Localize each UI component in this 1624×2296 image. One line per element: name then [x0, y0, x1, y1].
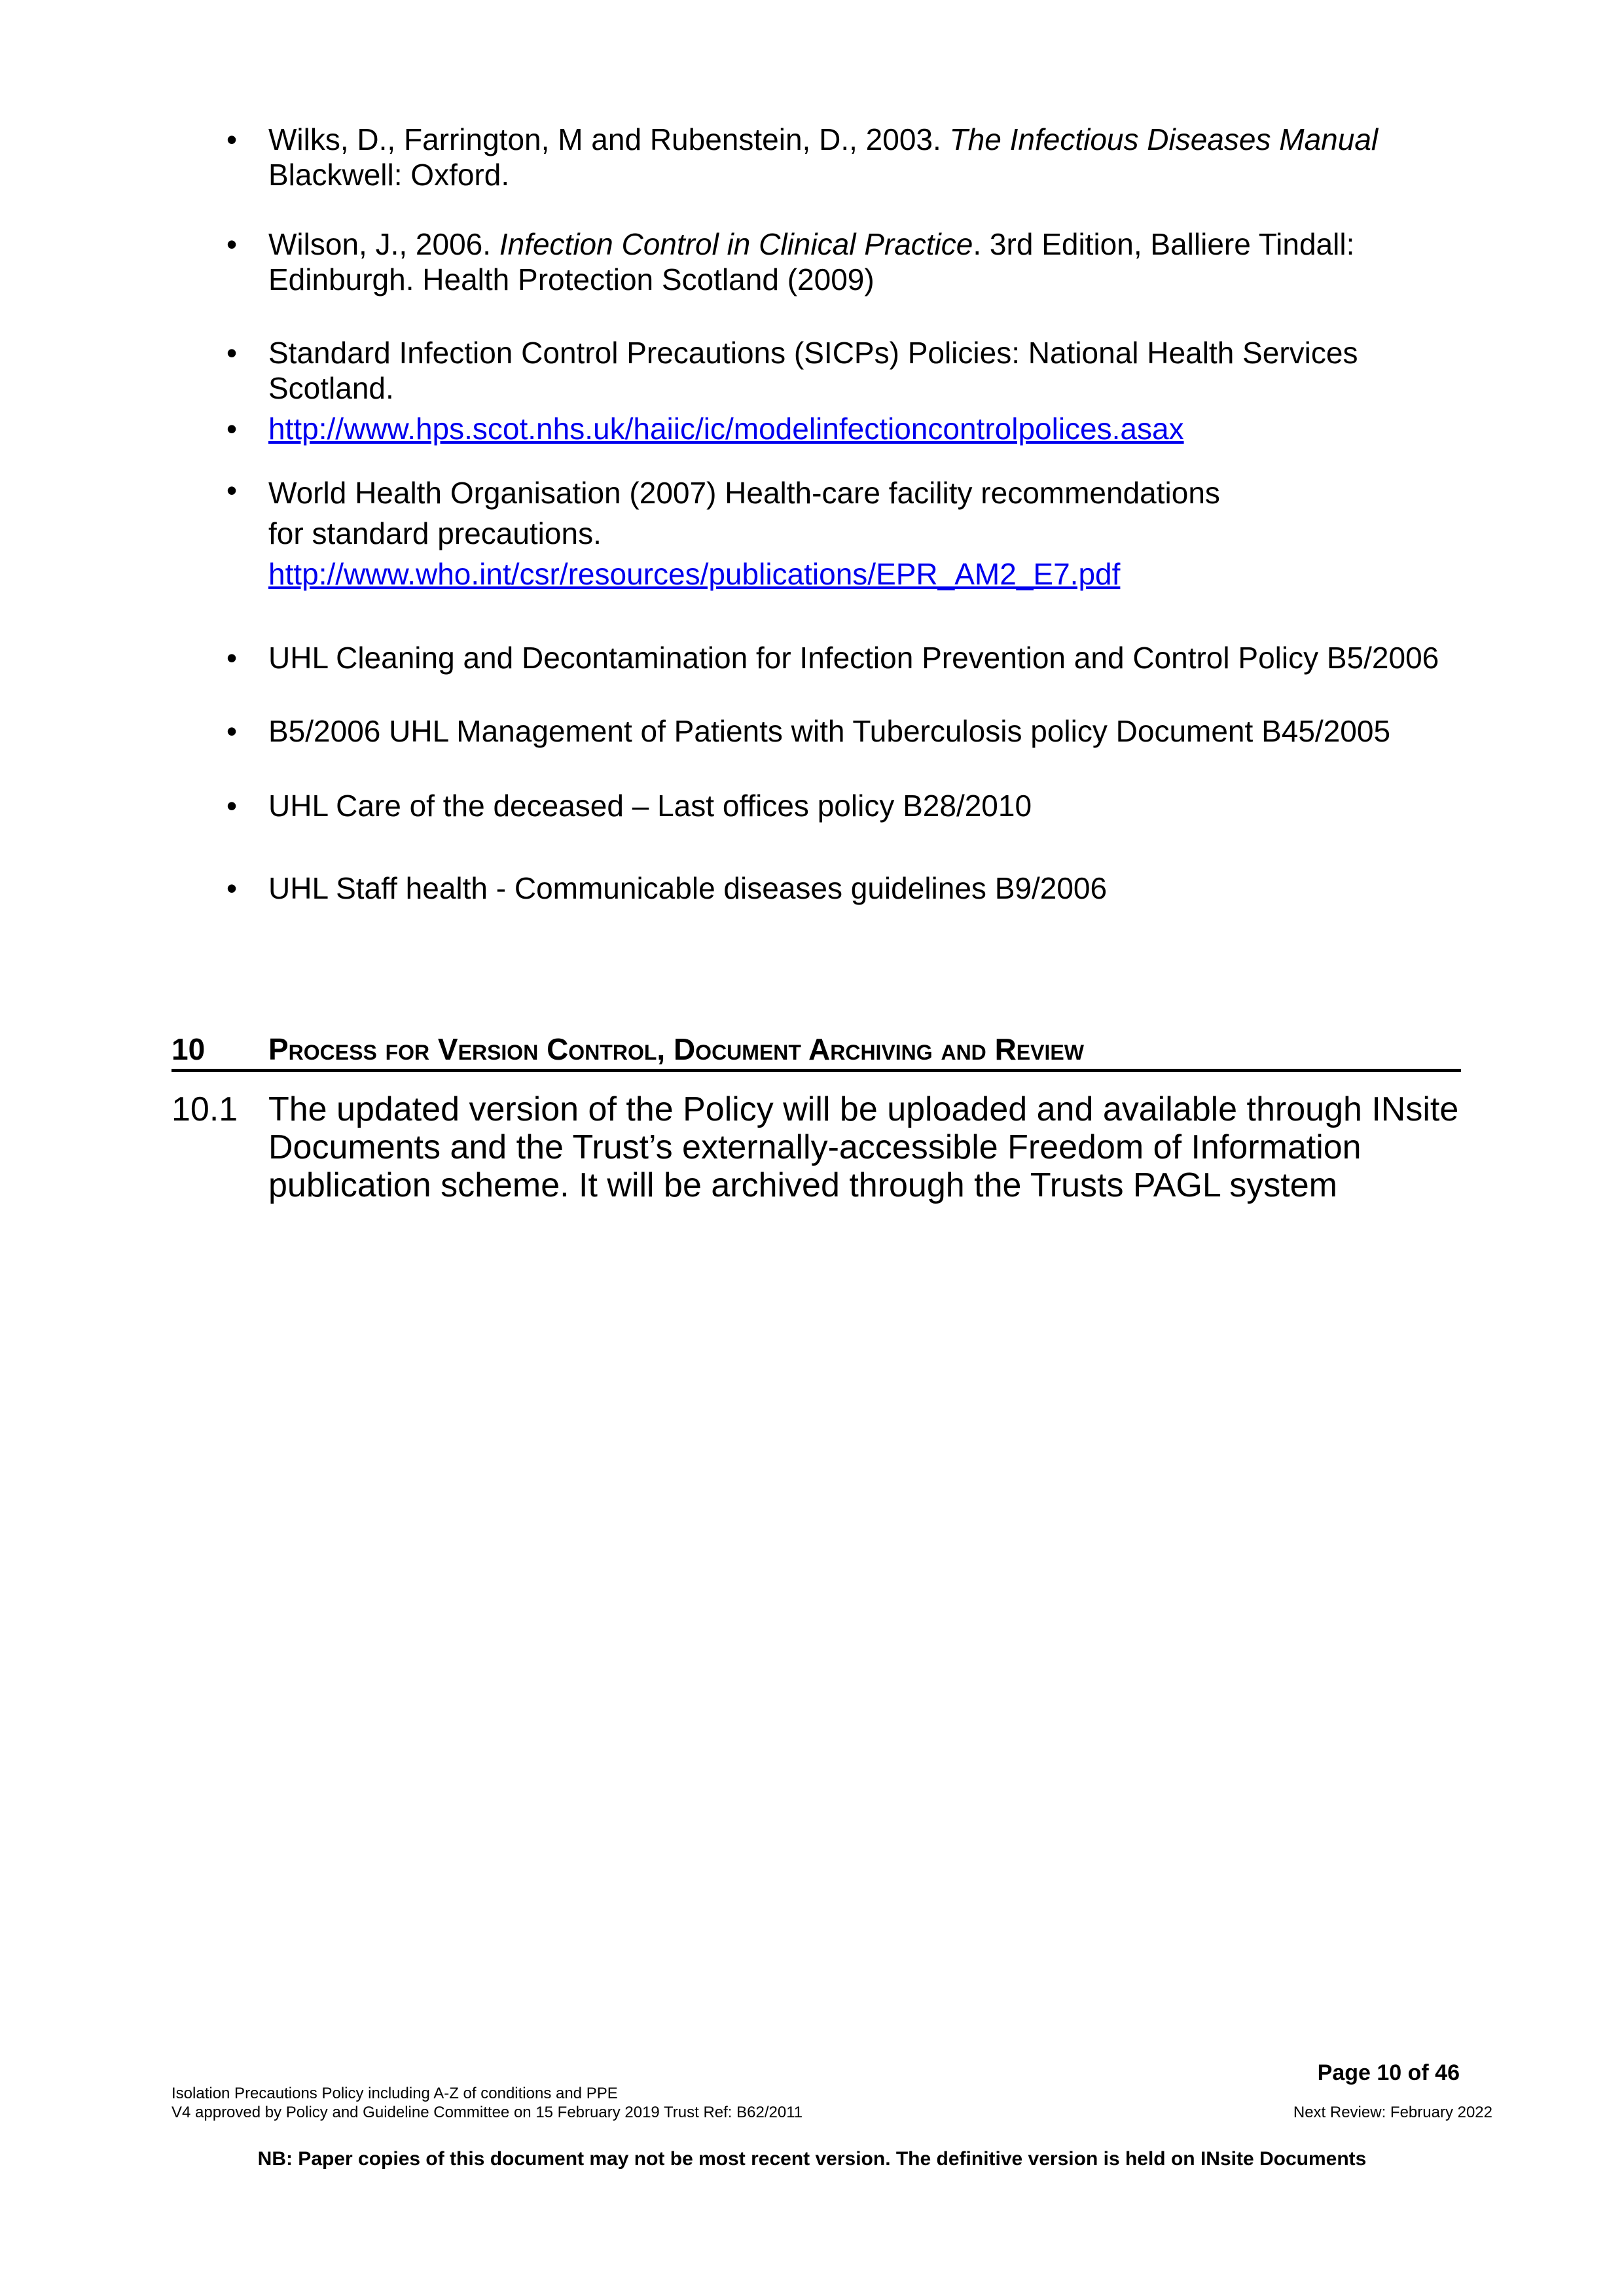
footer-notice: NB: Paper copies of this document may not be most recent version. The definitive version is held on INsite Documents	[257, 2148, 1367, 2170]
reference-item	[226, 713, 1473, 749]
reference-item	[226, 411, 1473, 446]
bullet: •	[226, 412, 238, 446]
reference-item	[226, 122, 1473, 192]
reference-text-line: World Health Organisation (2007) Health-care facility recommendations	[268, 476, 1220, 510]
reference-text: UHL Care of the deceased – Last offices policy B28/2010	[268, 789, 1032, 823]
hps-scot-link[interactable]: http://www.hps.scot.nhs.uk/haiic/ic/modelinfectioncontrolpolices.asax	[268, 412, 1184, 446]
reference-title: The Infectious Diseases Manual	[949, 122, 1379, 156]
footer-policy-title: Isolation Precautions Policy including A-Z of conditions and PPE	[171, 2085, 618, 2102]
section-number: 10	[171, 1032, 206, 1066]
bullet: •	[226, 336, 238, 370]
reference-text: UHL Staff health - Communicable diseases guidelines B9/2006	[268, 871, 1108, 905]
reference-title: Infection Control in Clinical Practice	[499, 227, 973, 261]
reference-item	[226, 640, 1473, 675]
bullet: •	[226, 714, 238, 748]
reference-author: Wilson, J., 2006.	[268, 227, 499, 261]
bullet: •	[226, 122, 238, 156]
reference-publisher: . 3rd Edition, Balliere Tindall: Edinburgh. Health Protection Scotland (2009)	[268, 227, 1355, 296]
section-divider	[171, 1069, 1461, 1072]
reference-item	[226, 226, 1473, 297]
bullet: •	[226, 871, 238, 905]
reference-text: B5/2006 UHL Management of Patients with Tuberculosis policy Document B45/2005	[268, 714, 1391, 748]
bullet: •	[226, 641, 238, 675]
reference-text: UHL Cleaning and Decontamination for Infection Prevention and Control Policy B5/2006	[268, 641, 1439, 675]
reference-item	[226, 788, 1473, 823]
paragraph-number: 10.1	[171, 1090, 238, 1128]
bullet: •	[226, 473, 238, 507]
reference-text-line: for standard precautions.	[268, 516, 602, 550]
reference-author: Wilks, D., Farrington, M and Rubenstein, D., 2003.	[268, 122, 950, 156]
reference-item	[226, 870, 1473, 906]
reference-item	[226, 335, 1473, 406]
reference-publisher: Blackwell: Oxford.	[268, 158, 510, 192]
page-number: Page 10 of 46	[1317, 2060, 1460, 2085]
footer-approval: V4 approved by Policy and Guideline Committee on 15 February 2019 Trust Ref: B62/2011	[171, 2104, 803, 2121]
reference-item	[226, 473, 1473, 594]
paragraph-text: The updated version of the Policy will be uploaded and available through INsite Documents and the Trust’s externally-accessible Freedom of Information publication scheme. It will be archived through the Trusts PAGL system	[268, 1090, 1459, 1204]
bullet: •	[226, 789, 238, 823]
who-link[interactable]: http://www.who.int/csr/resources/publications/EPR_AM2_E7.pdf	[268, 557, 1121, 591]
footer-next-review: Next Review: February 2022	[1293, 2104, 1492, 2121]
bullet: •	[226, 227, 238, 261]
section-title: Process for Version Control, Document Archiving and Review	[268, 1032, 1084, 1066]
reference-text: Standard Infection Control Precautions (SICPs) Policies: National Health Services Scotland.	[268, 336, 1358, 405]
